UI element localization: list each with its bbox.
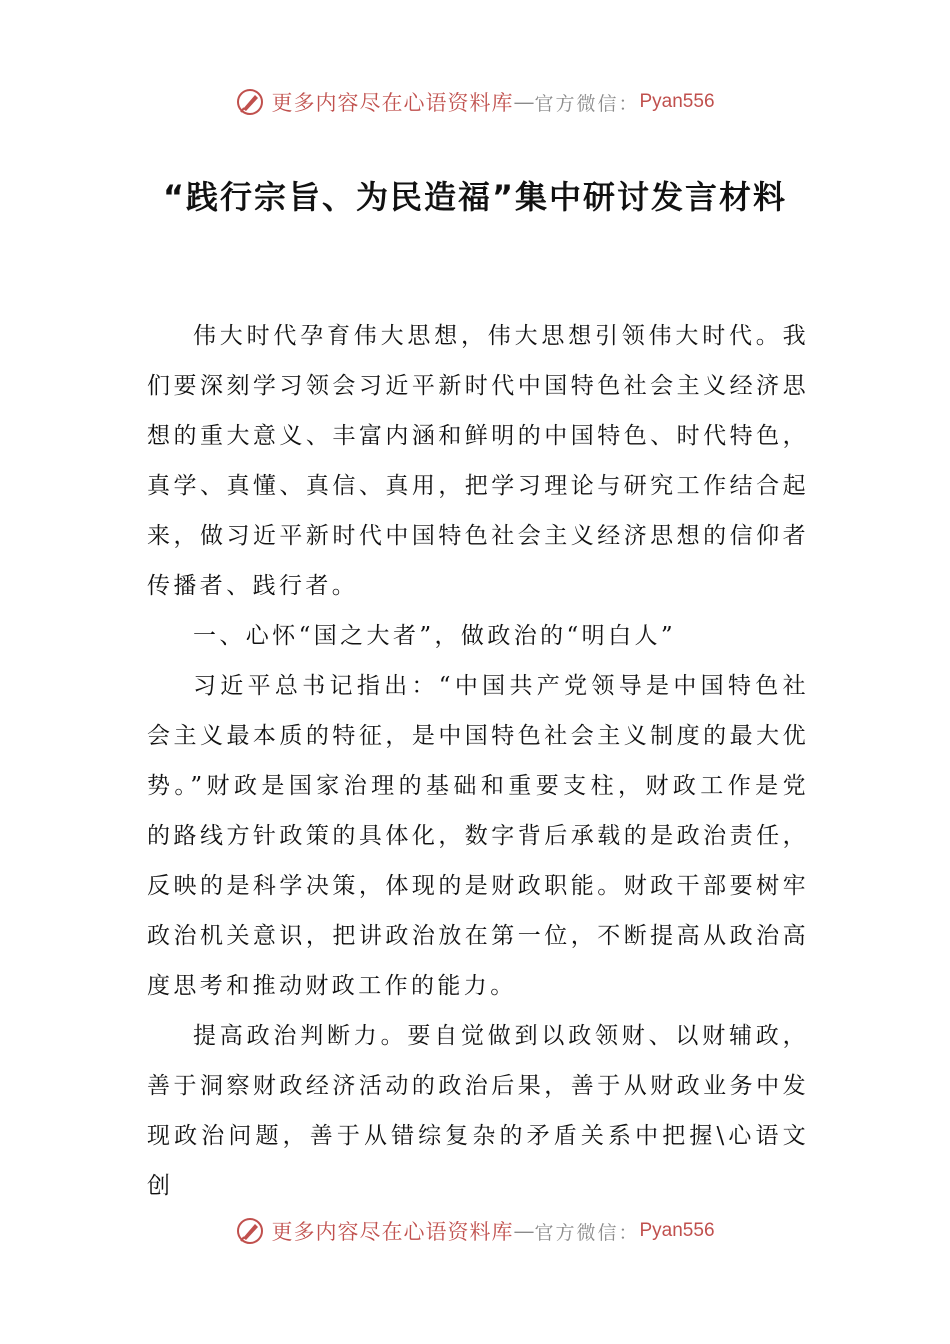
banner-wechat-label: 官方微信： [534,92,640,115]
banner-separator: — [513,90,535,114]
pen-logo-icon [235,87,265,117]
banner-brand-text: 更多内容尽在心语资料库 [271,91,514,115]
paragraph-intro: 伟大时代孕育伟大思想，伟大思想引领伟大时代。我们要深刻学习领会习近平新时代中国特色社会主义经济思想的重大意义、丰富内涵和鲜明的中国特色、时代特色，真学、真懂、真信、真用，把学习理论与研究工作结合起来，做习近平新时代中国特色社会主义经济思想的信仰者传播者、践行者。 [147,323,809,599]
banner-separator: — [513,1219,535,1243]
header-banner [0,82,950,122]
banner-brand-text: 更多内容尽在心语资料库 [271,1220,514,1244]
document-body [147,311,809,1211]
banner-wechat-label: 官方微信： [534,1221,640,1244]
banner-wechat-id: Pyan556 [639,1220,715,1241]
paragraph-quote: 习近平总书记指出：“中国共产党领导是中国特色社会主义最本质的特征，是中国特色社会主义制度的最大优势。”财政是国家治理的基础和重要支柱，财政工作是党的路线方针政策的具体化，数字背后承载的是政治责任，反映的是科学决策，体现的是财政职能。财政干部要树牢政治机关意识，把讲政治放在第一位，不断提高从政治高度思考和推动财政工作的能力。 [147,673,809,999]
section-heading-1: 一、心怀“国之大者”，做政治的“明白人” [193,623,677,649]
banner-wechat-id: Pyan556 [639,91,715,112]
footer-banner [0,1211,950,1251]
document-title: “践行宗旨、为民造福”集中研讨发言材料 [162,178,788,216]
pen-logo-icon [235,1216,265,1246]
paragraph-political-judgment: 提高政治判断力。要自觉做到以政领财、以财辅政，善于洞察财政经济活动的政治后果，善于从财政业务中发现政治问题，善于从错综复杂的矛盾关系中把握\心语文创 [147,1023,809,1199]
